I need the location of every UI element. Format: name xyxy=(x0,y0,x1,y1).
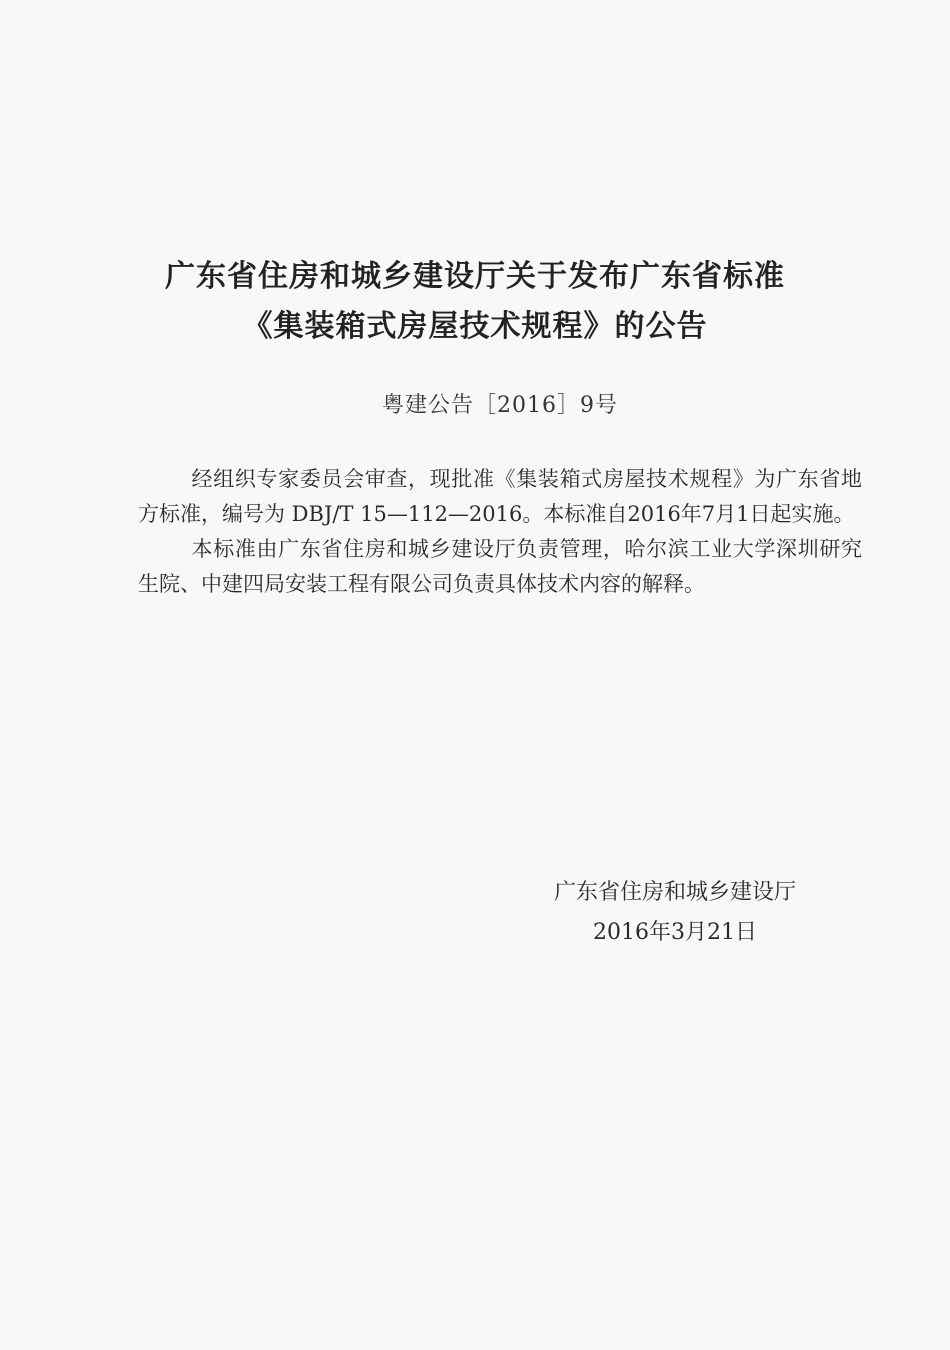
document-number: 粤建公告［2016］9号 xyxy=(382,393,618,418)
title-line-1: 广东省住房和城乡建设厅关于发布广东省标准 xyxy=(165,259,785,294)
announcement-title xyxy=(0,252,950,352)
issue-date: 2016年3月21日 xyxy=(593,920,757,945)
body-paragraph-1: 经组织专家委员会审查，现批准《集装箱式房屋技术规程》为广东省地方标准，编号为 DBJ/T 15—112—2016。本标准自2016年7月1日起实施。 xyxy=(138,467,862,526)
body-paragraph-2: 本标准由广东省住房和城乡建设厅负责管理，哈尔滨工业大学深圳研究生院、中建四局安装工程有限公司负责具体技术内容的解释。 xyxy=(138,537,862,596)
issuer-name: 广东省住房和城乡建设厅 xyxy=(553,880,796,905)
title-line-2: 《集装箱式房屋技术规程》的公告 xyxy=(242,309,708,344)
signature-block xyxy=(520,873,830,953)
announcement-body xyxy=(138,462,862,602)
